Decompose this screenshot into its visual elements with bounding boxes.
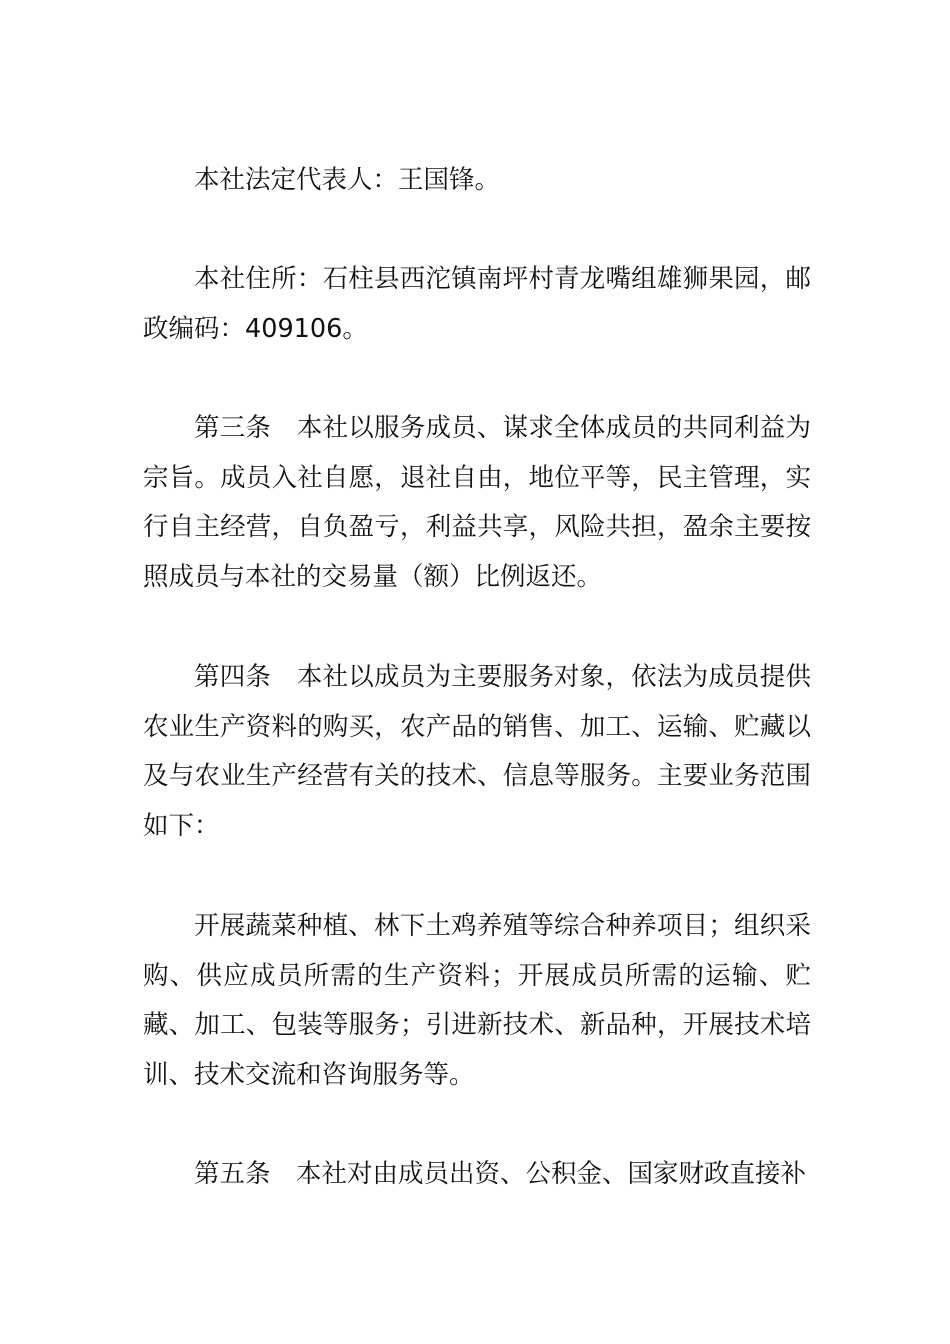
- paragraph-article-3: 第三条 本社以服务成员、谋求全体成员的共同利益为宗旨。成员入社自愿，退社自由，地位平等，民主管理，实行自主经营，自负盈亏，利益共享，风险共担，盈余主要按照成员与本社的交易量（额）比例返还。: [143, 413, 811, 592]
- paragraph-business-scope: 开展蔬菜种植、林下土鸡养殖等综合种养项目；组织采购、供应成员所需的生产资料；开展成员所需的运输、贮藏、加工、包装等服务；引进新技术、新品种，开展技术培训、技术交流和咨询服务等。: [143, 911, 811, 1090]
- paragraph-article-5: 第五条 本社对由成员出资、公积金、国家财政直接补: [194, 1159, 807, 1189]
- paragraph-article-4: 第四条 本社以成员为主要服务对象，依法为成员提供农业生产资料的购买，农产品的销售、加工、运输、贮藏以及与农业生产经营有关的技术、信息等服务。主要业务范围如下：: [143, 662, 811, 841]
- paragraph-legal-representative: 本社法定代表人：王国锋。: [194, 165, 501, 195]
- paragraph-address: 本社住所：石柱县西沱镇南坪村青龙嘴组雄狮果园，邮政编码：409106。: [143, 264, 811, 344]
